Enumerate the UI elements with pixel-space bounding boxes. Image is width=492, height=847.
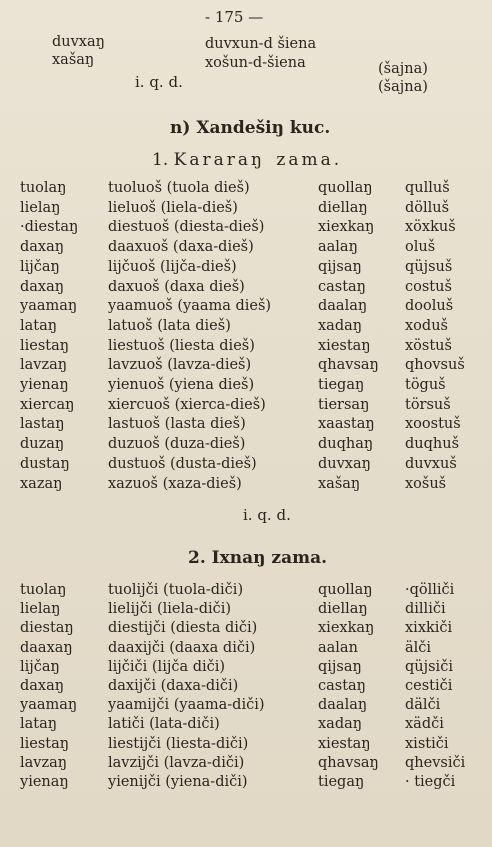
table-2-row — [0, 601, 492, 619]
table-1-cell: lastaŋ — [20, 416, 65, 433]
table-1-row — [0, 259, 492, 277]
table-1-cell: daalaŋ — [318, 298, 368, 315]
table-1-cell: dustuoš (dusta-dieš) — [108, 455, 257, 472]
table-1-cell: diellaŋ — [318, 199, 368, 216]
table-1-cell: duzaŋ — [20, 436, 65, 453]
table-1-cell: xiercaŋ — [20, 396, 75, 413]
table-1-cell: qijsaŋ — [318, 258, 362, 275]
table-2-cell: qhavsaŋ — [318, 754, 379, 771]
table-1-cell: xoduš — [405, 317, 448, 334]
table-1-cell: duqhaŋ — [318, 436, 374, 453]
top-right-word-2: (šajna) — [378, 79, 428, 95]
table-1-cell: xiestaŋ — [318, 337, 371, 354]
table-2-cell: yaamaŋ — [20, 697, 78, 714]
table-1-cell: xazaŋ — [20, 475, 63, 492]
table-2-cell: xädči — [405, 716, 444, 733]
table-2-cell: diestaŋ — [20, 620, 74, 637]
table-1-cell: xaastaŋ — [318, 416, 375, 433]
table-1-row — [0, 416, 492, 434]
table-2-cell: yienijči (yiena-diči) — [108, 774, 248, 790]
table-2-cell: qüjsiči — [405, 658, 453, 675]
table-1-cell: daxuoš (daxa dieš) — [108, 278, 245, 295]
table-1-row — [0, 338, 492, 356]
table-1-cell: daaxuoš (daxa-dieš) — [108, 239, 254, 256]
table-2-row — [0, 659, 492, 677]
table-2-cell: yienaŋ — [20, 774, 69, 790]
table-1-row — [0, 180, 492, 198]
table-2-cell: lavzijči (lavza-diči) — [108, 754, 245, 771]
table-1-row — [0, 318, 492, 336]
table-1-cell: duzuoš (duza-dieš) — [108, 436, 246, 453]
table-1-cell: qhavsaŋ — [318, 357, 379, 374]
table-2-cell: liestaŋ — [20, 735, 70, 752]
table-1-cell: daxaŋ — [20, 239, 65, 256]
table-2-cell: daxaŋ — [20, 678, 65, 694]
table-1-cell: dölluš — [405, 199, 450, 216]
table-1-cell: tuoluoš (tuola dieš) — [108, 180, 250, 196]
table-2-cell: qhevsiči — [405, 754, 466, 771]
page-number: - 175 — — [205, 8, 264, 26]
table-2-cell: lavzaŋ — [20, 754, 68, 771]
top-mid-word-2: xošun-d-šiena — [205, 55, 306, 71]
table-2-cell: aalan — [318, 639, 358, 656]
table-1-cell: yaamaŋ — [20, 298, 78, 315]
table-2-cell: dälči — [405, 697, 441, 714]
table-2-cell: lijčaŋ — [20, 658, 60, 675]
table-1-cell: qüjsuš — [405, 258, 453, 275]
table-1-cell: lijčuoš (lijča-dieš) — [108, 258, 237, 275]
table-1-row — [0, 456, 492, 474]
table-1-cell: tuolaŋ — [20, 180, 67, 196]
table-2-cell: diellaŋ — [318, 601, 368, 618]
table-2-row — [0, 697, 492, 715]
table-1-cell: duvxuš — [405, 455, 457, 472]
table-1-cell: liestaŋ — [20, 337, 70, 354]
table-1-cell: quollaŋ — [318, 180, 373, 196]
table-2-cell: xističi — [405, 735, 449, 752]
table-1-cell: xadaŋ — [318, 317, 363, 334]
table-1-row — [0, 298, 492, 316]
table-2-cell: daxijči (daxa-diči) — [108, 678, 239, 694]
table-2-cell: liestijči (liesta-diči) — [108, 735, 249, 752]
table-1-cell: oluš — [405, 239, 436, 256]
table-1-cell: costuš — [405, 278, 452, 295]
table-1-cell: diestuoš (diesta-dieš) — [108, 219, 265, 236]
table-1-cell: yaamuoš (yaama dieš) — [108, 298, 272, 315]
table-1-cell: töguš — [405, 377, 446, 393]
table-1-cell: qhovsuš — [405, 357, 465, 374]
top-mid-word-1: duvxun-d šiena — [205, 36, 317, 52]
table-1-cell: xöstuš — [405, 337, 452, 354]
subsection-1-title: 1. Kararaŋ zama. — [152, 150, 343, 170]
top-right-word-1: (šajna) — [378, 61, 428, 77]
table-1-cell: lavzaŋ — [20, 357, 68, 374]
table-2-cell: xixkiči — [405, 620, 453, 637]
table-2-row — [0, 774, 492, 792]
table-1-cell: yienuoš (yiena dieš) — [108, 377, 255, 393]
table-2-cell: daalaŋ — [318, 697, 368, 714]
top-left-word-2: xašaŋ — [52, 52, 95, 68]
table-1-cell: daxaŋ — [20, 278, 65, 295]
table-2-cell: tuolijči (tuola-diči) — [108, 582, 244, 598]
table-1-cell: aalaŋ — [318, 239, 358, 256]
table-1-cell: xöxkuš — [405, 219, 456, 236]
table-2-cell: lijčiči (lijča diči) — [108, 658, 226, 675]
table-1-cell: dustaŋ — [20, 455, 70, 472]
table-1-cell: xazuoš (xaza-dieš) — [108, 475, 242, 492]
subsection-2-title: 2. Ixnaŋ zama. — [188, 548, 328, 568]
table-1-cell: xoostuš — [405, 416, 461, 433]
table-2-cell: daaxaŋ — [20, 639, 73, 656]
table-2-cell: xiestaŋ — [318, 735, 371, 752]
table-1-cell: törsuš — [405, 396, 451, 413]
table-2-row — [0, 736, 492, 754]
table-2-cell: daaxijči (daaxa diči) — [108, 639, 256, 656]
table-1-cell: xiexkaŋ — [318, 219, 375, 236]
table-1-cell: tiegaŋ — [318, 377, 365, 393]
table-1-cell: tiersaŋ — [318, 396, 370, 413]
table-2-cell: lielijči (liela-diči) — [108, 601, 232, 618]
table-2-cell: latiči (lata-diči) — [108, 716, 220, 733]
table-2-cell: yaamijči (yaama-diči) — [108, 697, 265, 714]
table-1-row — [0, 476, 492, 494]
table-2-cell: cestiči — [405, 678, 453, 694]
table-1-row — [0, 239, 492, 257]
table-1-cell: castaŋ — [318, 278, 367, 295]
table-1-row — [0, 436, 492, 454]
table-1-cell: yienaŋ — [20, 377, 69, 393]
table-2-cell: · tiegči — [405, 774, 456, 790]
table-2-row — [0, 678, 492, 696]
table-1-cell: lieluoš (liela-dieš) — [108, 199, 238, 216]
table-2-row — [0, 716, 492, 734]
table-2-cell: quollaŋ — [318, 582, 373, 598]
table-1-cell: duqhuš — [405, 436, 460, 453]
table-2-cell: xiexkaŋ — [318, 620, 375, 637]
table-1-cell: xašaŋ — [318, 475, 361, 492]
table-1-cell: duvxaŋ — [318, 455, 371, 472]
table-1-cell: lataŋ — [20, 317, 58, 334]
table-1-cell: liestuoš (liesta dieš) — [108, 337, 255, 354]
table-1-cell: lavzuoš (lavza-dieš) — [108, 357, 252, 374]
table-1-cell: dooluš — [405, 298, 454, 315]
table-1-row — [0, 397, 492, 415]
table-1-cell: xiercuoš (xierca-dieš) — [108, 396, 266, 413]
table-2-row — [0, 620, 492, 638]
table-2-cell: xadaŋ — [318, 716, 363, 733]
table-1-cell: ·diestaŋ — [20, 219, 79, 236]
table-1-cell: lielaŋ — [20, 199, 61, 216]
table-1-cell: qulluš — [405, 180, 450, 196]
iqd-top: i. q. d. — [135, 73, 183, 91]
table-2-cell: tiegaŋ — [318, 774, 365, 790]
table-1-cell: latuoš (lata dieš) — [108, 317, 231, 334]
table-1-cell: xošuš — [405, 475, 447, 492]
table-2-cell: diestijči (diesta diči) — [108, 620, 258, 637]
section-title: n) Xandešiŋ kuc. — [170, 118, 331, 138]
table-2-cell: dilliči — [405, 601, 446, 618]
table-1-row — [0, 200, 492, 218]
top-left-word-1: duvxaŋ — [52, 34, 105, 50]
table-1-row — [0, 279, 492, 297]
table-2-cell: lielaŋ — [20, 601, 61, 618]
table-2-cell: castaŋ — [318, 678, 367, 694]
table-2-cell: qijsaŋ — [318, 658, 362, 675]
table-1-row — [0, 357, 492, 375]
table-2-cell: tuolaŋ — [20, 582, 67, 598]
table-2-row — [0, 582, 492, 600]
iqd-bottom: i. q. d. — [243, 506, 291, 524]
table-2-row — [0, 755, 492, 773]
table-2-cell: ·qölliči — [405, 582, 455, 598]
table-1-row — [0, 219, 492, 237]
table-2-cell: lataŋ — [20, 716, 58, 733]
table-1-cell: lijčaŋ — [20, 258, 60, 275]
table-1-cell: lastuoš (lasta dieš) — [108, 416, 246, 433]
table-2-cell: älči — [405, 639, 432, 656]
table-1-row — [0, 377, 492, 395]
table-2-row — [0, 640, 492, 658]
